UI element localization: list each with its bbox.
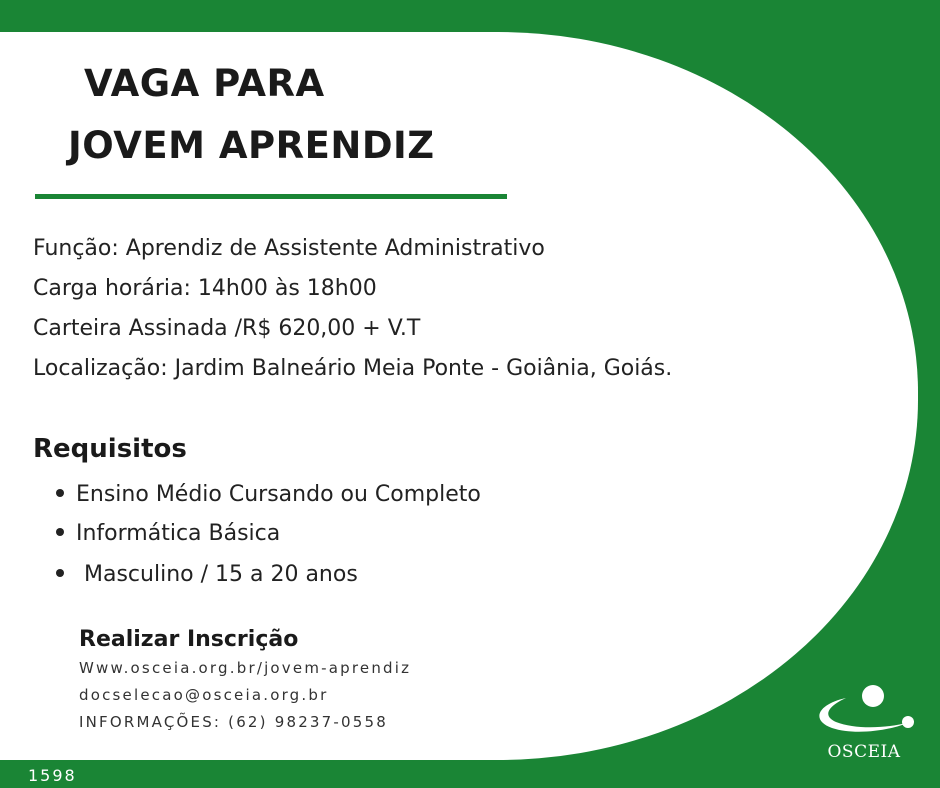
funcao-text: Função: Aprendiz de Assistente Administrativo	[33, 236, 545, 261]
footer-code: 1598	[28, 766, 77, 785]
contact-email-link[interactable]: docselecao@osceia.org.br	[79, 686, 329, 704]
osceia-logo-icon	[806, 680, 922, 742]
requisito-label: Informática Básica	[76, 521, 281, 546]
requisito-label: Ensino Médio Cursando ou Completo	[76, 482, 481, 507]
bullet-icon	[56, 569, 64, 577]
requisito-item	[56, 562, 358, 587]
carteira-salario-text: Carteira Assinada /R$ 620,00 + V.T	[33, 316, 421, 341]
carga-horaria-text: Carga horária: 14h00 às 18h00	[33, 276, 377, 301]
bullet-icon	[56, 489, 64, 497]
contact-phone-text: INFORMAÇÕES: (62) 98237-0558	[79, 713, 389, 731]
localizacao-text: Localização: Jardim Balneário Meia Ponte - Goiânia, Goiás.	[33, 356, 673, 381]
osceia-logo	[806, 680, 922, 768]
logo-wordmark: OSCEIA	[827, 742, 901, 762]
requisitos-heading: Requisitos	[33, 434, 187, 464]
requisito-item	[56, 482, 481, 507]
requisito-item	[56, 521, 280, 546]
title-underline-divider	[35, 194, 507, 199]
title-line-2: JOVEM APRENDIZ	[68, 124, 435, 167]
requisito-label: Masculino / 15 a 20 anos	[84, 562, 358, 587]
title-line-1: VAGA PARA	[84, 62, 325, 105]
bullet-icon	[56, 528, 64, 536]
inscricao-url-link[interactable]: Www.osceia.org.br/jovem-aprendiz	[79, 659, 412, 677]
inscricao-heading: Realizar Inscrição	[79, 627, 299, 652]
